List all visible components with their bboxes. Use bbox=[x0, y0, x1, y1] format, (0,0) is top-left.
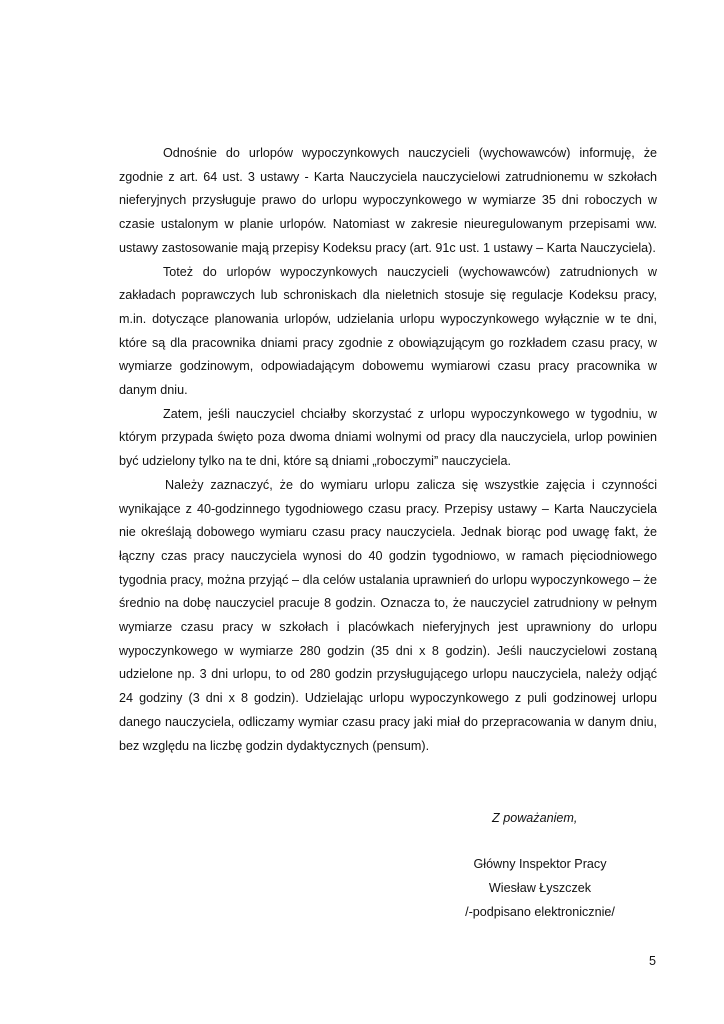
letter-body bbox=[119, 142, 657, 758]
signature-block bbox=[440, 852, 640, 924]
paragraph-1: Odnośnie do urlopów wypoczynkowych nauczycieli (wychowawców) informuję, że zgodnie z art. 64 ust. 3 ustawy - Karta Nauczyciela nauczycielowi zatrudnionemu w szkołach nieferyjnych przysługuje prawo do urlopu wypoczynkowego w wymiarze 35 dni roboczych w czasie ustalonym w planie urlopów. Natomiast w zakresie nieuregulowanym przepisami ww. ustawy zastosowanie mają przepisy Kodeksu pracy (art. 91c ust. 1 ustawy – Karta Nauczyciela). bbox=[119, 146, 657, 255]
signature-note: /-podpisano elektronicznie/ bbox=[465, 905, 615, 919]
paragraph-4: Należy zaznaczyć, że do wymiaru urlopu zalicza się wszystkie zajęcia i czynności wynikające z 40-godzinnego tygodniowego czasu pracy. Przepisy ustawy – Karta Nauczyciela nie określają dobowego wymiaru czasu pracy nauczyciela. Jednak biorąc pod uwagę fakt, że łączny czas pracy nauczyciela wynosi do 40 godzin tygodniowo, w ramach pięciodniowego tygodnia pracy, można przyjąć – dla celów ustalania uprawnień do urlopu wypoczynkowego – że średnio na dobę nauczyciel pracuje 8 godzin. Oznacza to, że nauczyciel zatrudniony w pełnym wymiarze czasu pracy w szkołach i placówkach nieferyjnych jest uprawniony do urlopu wypoczynkowego w wymiarze 280 godzin (35 dni x 8 godzin). Jeśli nauczycielowi zostaną udzielone np. 3 dni urlopu, to od 280 godzin przysługującego urlopu nauczyciela, należy odjąć 24 godziny (3 dni x 8 godzin). Udzielając urlopu wypoczynkowego z puli godzinowej urlopu danego nauczyciela, odliczamy wymiar czasu pracy jaki miał do przepracowania w danym dniu, bez względu na liczbę godzin dydaktycznych (pensum). bbox=[119, 477, 657, 753]
signatory-name: Wiesław Łyszczek bbox=[488, 881, 592, 895]
signatory-title: Główny Inspektor Pracy bbox=[473, 857, 607, 871]
paragraph-3: Zatem, jeśli nauczyciel chciałby skorzystać z urlopu wypoczynkowego w tygodniu, w którym przypada święto poza dwoma dniami wolnymi od pracy dla nauczyciela, urlop powinien być udzielony tylko na te dni, które są dniami „roboczymi” nauczyciela. bbox=[119, 406, 657, 469]
page-number: 5 bbox=[649, 954, 657, 968]
paragraph-2: Toteż do urlopów wypoczynkowych nauczycieli (wychowawców) zatrudnionych w zakładach poprawczych lub schroniskach dla nieletnich stosuje się regulacje Kodeksu pracy, m.in. dotyczące planowania urlopów, udzielania urlopu wypoczynkowego wyłącznie w te dni, które są dla pracownika dniami pracy zgodnie z obowiązującym go rozkładem czasu pracy, w wymiarze godzinowym, odpowiadającym dobowemu wymiarowi czasu pracy pracownika w danym dniu. bbox=[119, 264, 657, 398]
closing-salutation: Z poważaniem, bbox=[492, 811, 578, 825]
